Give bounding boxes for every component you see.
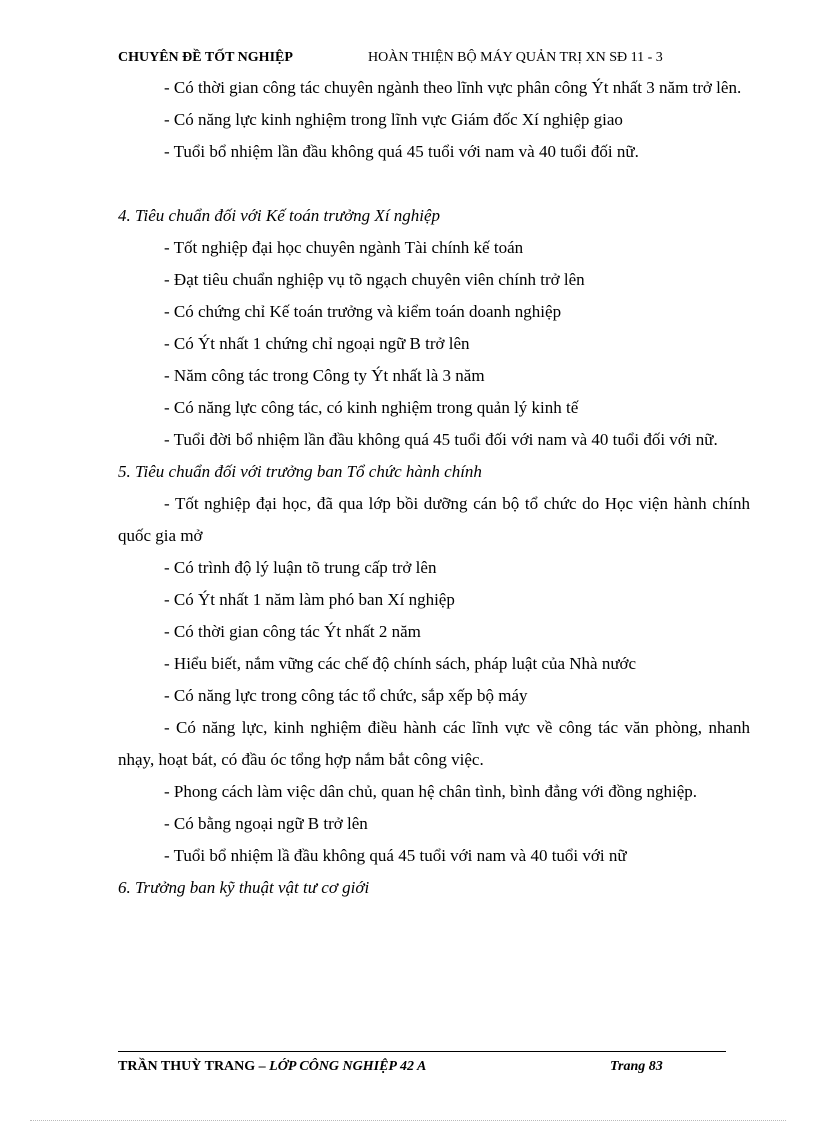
criteria-line: - Có thời gian công tác chuyên ngành theo lĩnh vực phân công Ýt nhất 3 năm trở lên. <box>164 78 742 97</box>
criteria-line: - Tốt nghiệp đại học, đã qua lớp bồi dưỡng cán bộ tổ chức do Học viện hành chính quốc gia mở <box>118 494 750 545</box>
criteria-line: - Có năng lực, kinh nghiệm điều hành các lĩnh vực về công tác văn phòng, nhanh nhạy, hoạt bát, có đầu óc tổng hợp nắm bắt công việc. <box>118 718 750 769</box>
section-heading-4: 4. Tiêu chuẩn đối với Kế toán trưởng Xí nghiệp <box>118 206 441 225</box>
section-heading-5: 5. Tiêu chuẩn đối với trưởng ban Tổ chức hành chính <box>118 462 482 481</box>
section-heading-6: 6. Trưởng ban kỹ thuật vật tư cơ giới <box>118 878 370 897</box>
footer-class: LỚP CÔNG NGHIỆP 42 A <box>269 1059 427 1074</box>
criteria-line: - Tuổi bổ nhiệm lầ đầu không quá 45 tuổi với nam và 40 tuổi với nữ <box>164 846 627 865</box>
footer-author-name: TRẦN THUỲ TRANG – <box>118 1059 266 1074</box>
criteria-line: - Tuổi đời bổ nhiệm lần đầu không quá 45 tuổi đối với nam và 40 tuổi đối với nữ. <box>164 430 718 449</box>
criteria-line: - Có chứng chỉ Kế toán trưởng và kiểm toán doanh nghiệp <box>164 302 562 321</box>
criteria-line: - Hiểu biết, nắm vững các chế độ chính sách, pháp luật của Nhà nước <box>164 654 637 673</box>
criteria-line: - Tốt nghiệp đại học chuyên ngành Tài chính kế toán <box>164 238 524 257</box>
paragraph-spacer <box>118 168 750 200</box>
criteria-line: - Có trình độ lý luận tõ trung cấp trở lên <box>164 558 437 577</box>
header-thesis-label: CHUYÊN ĐỀ TỐT NGHIỆP <box>118 50 293 65</box>
criteria-line: - Phong cách làm việc dân chủ, quan hệ chân tình, bình đẳng với đồng nghiệp. <box>164 782 698 801</box>
footer-author <box>118 1058 426 1076</box>
criteria-line: - Có năng lực trong công tác tổ chức, sắp xếp bộ máy <box>164 686 528 705</box>
criteria-line: - Năm công tác trong Công ty Ýt nhất là 3 năm <box>164 366 485 385</box>
page-number: Trang 83 <box>610 1059 663 1074</box>
criteria-line: - Có năng lực công tác, có kinh nghiệm trong quản lý kinh tế <box>164 398 579 417</box>
criteria-line: - Có bằng ngoại ngữ B trở lên <box>164 814 368 833</box>
footer-rule <box>118 1051 726 1052</box>
criteria-line: - Có Ýt nhất 1 chứng chỉ ngoại ngữ B trở lên <box>164 334 470 353</box>
criteria-line: - Có năng lực kinh nghiệm trong lĩnh vực Giám đốc Xí nghiệp giao <box>164 110 623 129</box>
criteria-line: - Có thời gian công tác Ýt nhất 2 năm <box>164 622 421 641</box>
header-topic-title: HOÀN THIỆN BỘ MÁY QUẢN TRỊ XN SĐ 11 - 3 <box>368 50 663 65</box>
page-edge-divider <box>30 1120 786 1121</box>
criteria-line: - Tuổi bổ nhiệm lần đầu không quá 45 tuổi với nam và 40 tuổi đối nữ. <box>164 142 639 161</box>
criteria-line: - Đạt tiêu chuẩn nghiệp vụ tõ ngạch chuyên viên chính trở lên <box>164 270 585 289</box>
criteria-line: - Có Ýt nhất 1 năm làm phó ban Xí nghiệp <box>164 590 455 609</box>
document-body <box>118 72 750 904</box>
